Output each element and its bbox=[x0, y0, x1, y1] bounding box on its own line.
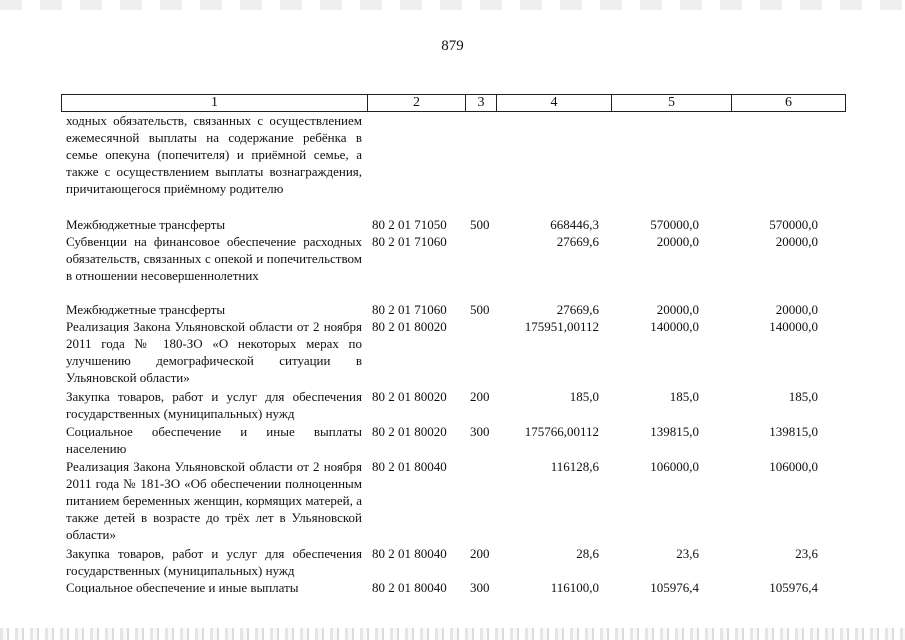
row-description: Социальное обеспечение и иные выплаты bbox=[66, 580, 299, 595]
table-body bbox=[0, 112, 905, 596]
table-row bbox=[0, 301, 905, 318]
row-description: Закупка товаров, работ и услуг для обеспечения государственных (муниципальных) нужд bbox=[66, 389, 362, 421]
table-row bbox=[0, 233, 905, 301]
scan-artifact-top bbox=[0, 0, 905, 10]
row-expense-type: 200 bbox=[470, 546, 490, 561]
row-value-col6: 20000,0 bbox=[775, 234, 818, 249]
row-value-col6: 185,0 bbox=[788, 389, 818, 404]
row-description: ходных обязательств, связанных с осуществлением ежемесячной выплаты на содержание ребёнка в семье опекуна (попечителя) и приёмной семье, а также с осуществлением выплаты вознаграждения, причитающегося приёмному родителю bbox=[66, 113, 362, 196]
table-row bbox=[0, 318, 905, 388]
table-row bbox=[0, 545, 905, 579]
row-code: 80 2 01 80040 bbox=[372, 580, 447, 595]
row-value-col5: 106000,0 bbox=[650, 459, 699, 474]
row-value-col6: 20000,0 bbox=[775, 302, 818, 317]
page-number: 879 bbox=[441, 38, 464, 54]
row-value-col4: 27669,6 bbox=[556, 302, 599, 317]
row-value-col4: 175766,00112 bbox=[524, 424, 599, 439]
row-value-col4: 116128,6 bbox=[550, 459, 599, 474]
row-value-col5: 20000,0 bbox=[656, 234, 699, 249]
row-value-col4: 185,0 bbox=[569, 389, 599, 404]
row-code: 80 2 01 80020 bbox=[372, 319, 447, 334]
row-description: Реализация Закона Ульяновской области от 2 ноября 2011 года № 180-ЗО «О некоторых мерах по улучшению демографической ситуации в Ульяновской области» bbox=[66, 319, 362, 385]
header-col-5: 5 bbox=[612, 95, 732, 111]
row-value-col6: 570000,0 bbox=[769, 217, 818, 232]
table-row bbox=[0, 423, 905, 458]
table-row bbox=[0, 216, 905, 233]
table-header bbox=[61, 94, 846, 112]
row-code: 80 2 01 71050 bbox=[372, 217, 447, 232]
table-row bbox=[0, 579, 905, 596]
table-row bbox=[0, 112, 905, 216]
row-value-col6: 105976,4 bbox=[769, 580, 818, 595]
row-expense-type: 300 bbox=[470, 424, 490, 439]
row-value-col5: 139815,0 bbox=[650, 424, 699, 439]
row-value-col4: 28,6 bbox=[576, 546, 599, 561]
row-value-col4: 116100,0 bbox=[550, 580, 599, 595]
row-description: Реализация Закона Ульяновской области от 2 ноября 2011 года № 181-ЗО «Об обеспечении полноценным питанием беременных женщин, кормящих матерей, а также детей в возрасте до трёх лет в Ульяновской области» bbox=[66, 459, 362, 542]
row-value-col5: 570000,0 bbox=[650, 217, 699, 232]
header-col-2: 2 bbox=[368, 95, 466, 111]
row-description: Закупка товаров, работ и услуг для обеспечения государственных (муниципальных) нужд bbox=[66, 546, 362, 578]
row-value-col4: 175951,00112 bbox=[524, 319, 599, 334]
header-col-3: 3 bbox=[466, 95, 497, 111]
header-col-4: 4 bbox=[497, 95, 612, 111]
row-code: 80 2 01 80040 bbox=[372, 546, 447, 561]
row-description: Межбюджетные трансферты bbox=[66, 217, 226, 232]
row-value-col5: 140000,0 bbox=[650, 319, 699, 334]
row-expense-type: 300 bbox=[470, 580, 490, 595]
row-value-col5: 105976,4 bbox=[650, 580, 699, 595]
header-col-6: 6 bbox=[785, 95, 792, 110]
row-code: 80 2 01 80040 bbox=[372, 459, 447, 474]
row-description: Межбюджетные трансферты bbox=[66, 302, 226, 317]
row-code: 80 2 01 71060 bbox=[372, 302, 447, 317]
row-value-col5: 185,0 bbox=[669, 389, 699, 404]
row-value-col6: 139815,0 bbox=[769, 424, 818, 439]
row-expense-type: 500 bbox=[470, 217, 490, 232]
row-value-col5: 20000,0 bbox=[656, 302, 699, 317]
table-row bbox=[0, 458, 905, 545]
row-code: 80 2 01 80020 bbox=[372, 424, 447, 439]
row-expense-type: 200 bbox=[470, 389, 490, 404]
row-expense-type: 500 bbox=[470, 302, 490, 317]
row-value-col6: 106000,0 bbox=[769, 459, 818, 474]
table-row bbox=[0, 388, 905, 423]
row-value-col5: 23,6 bbox=[676, 546, 699, 561]
header-col-1: 1 bbox=[62, 95, 368, 111]
scan-artifact-bottom bbox=[0, 628, 905, 640]
row-description: Социальное обеспечение и иные выплаты населению bbox=[66, 424, 362, 456]
row-code: 80 2 01 71060 bbox=[372, 234, 447, 249]
row-value-col4: 27669,6 bbox=[556, 234, 599, 249]
row-value-col4: 668446,3 bbox=[550, 217, 599, 232]
row-code: 80 2 01 80020 bbox=[372, 389, 447, 404]
row-description: Субвенции на финансовое обеспечение расходных обязательств, связанных с опекой и попечительством в отношении несовершеннолетних bbox=[66, 234, 362, 283]
row-value-col6: 140000,0 bbox=[769, 319, 818, 334]
row-value-col6: 23,6 bbox=[795, 546, 818, 561]
